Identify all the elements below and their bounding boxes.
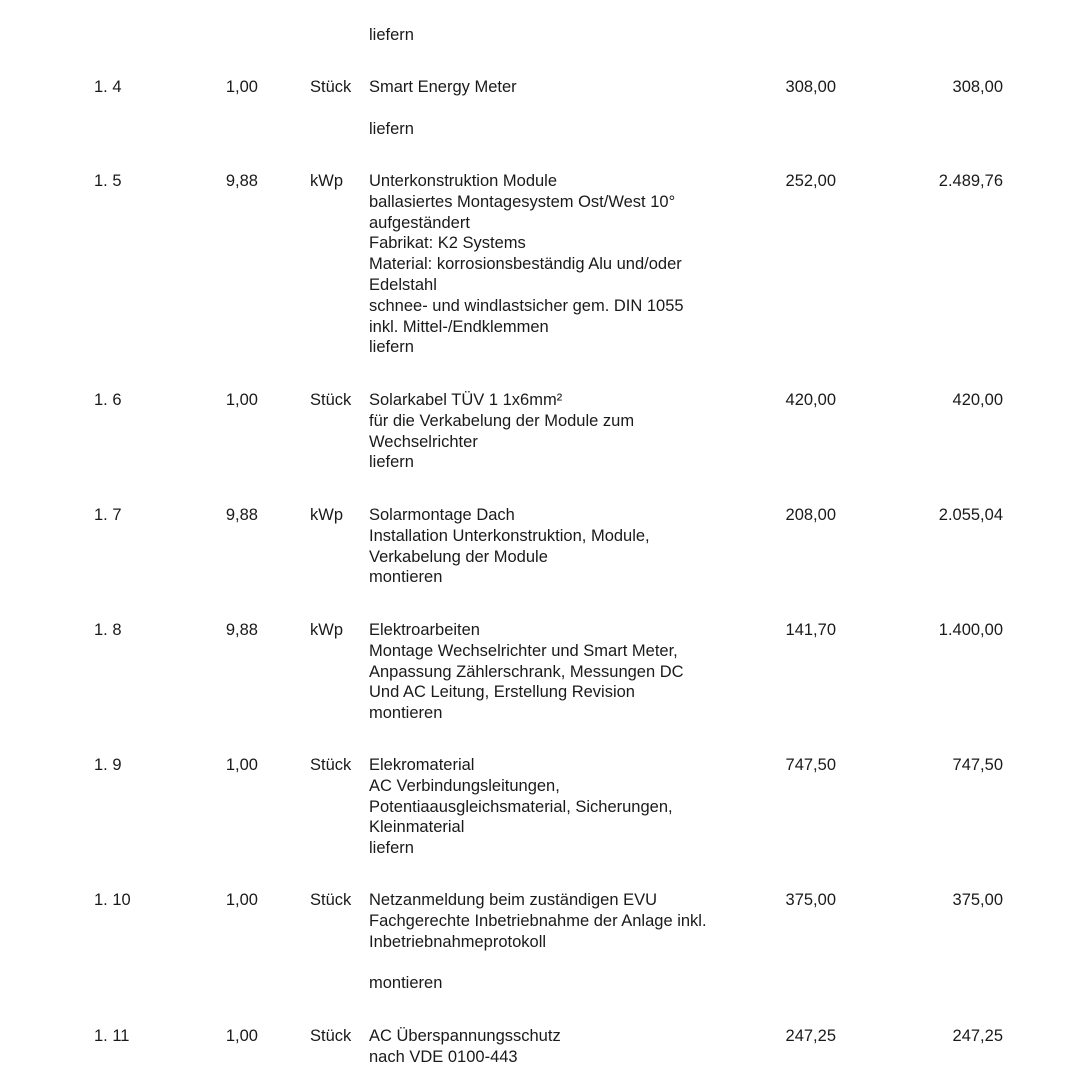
description-line: Edelstahl	[369, 275, 437, 294]
description-line: ballasiertes Montagesystem Ost/West 10°	[369, 192, 676, 211]
description-line: Fachgerechte Inbetriebnahme der Anlage inkl.	[369, 911, 707, 930]
total-price: 2.489,76	[938, 172, 1003, 190]
total-price: 2.055,04	[938, 506, 1003, 524]
quantity: 1,00	[225, 391, 258, 409]
unit: Stück	[310, 756, 352, 774]
unit-price: 747,50	[785, 756, 836, 774]
unit-price: 252,00	[785, 172, 836, 190]
description-line: Elektroarbeiten	[369, 621, 480, 639]
description-line: liefern	[369, 338, 414, 357]
quantity: 9,88	[225, 506, 258, 524]
description-line: liefern	[369, 119, 414, 138]
description-line: Anpassung Zählerschrank, Messungen DC	[369, 662, 684, 681]
description-line: inkl. Mittel-/Endklemmen	[369, 317, 549, 336]
position-number: 1. 11	[94, 1027, 130, 1045]
unit-price: 420,00	[785, 391, 836, 409]
description-line: für die Verkabelung der Module zum	[369, 411, 635, 430]
unit-price: 247,25	[785, 1027, 836, 1045]
total-price: 308,00	[952, 78, 1003, 96]
position-number: 1. 4	[94, 78, 122, 96]
description-line: liefern	[369, 839, 414, 858]
description-line: Solarkabel TÜV 1 1x6mm²	[369, 391, 563, 409]
total-price: 747,50	[952, 756, 1003, 774]
quantity: 1,00	[225, 756, 258, 774]
item-description	[369, 890, 769, 994]
unit-price: 308,00	[785, 78, 836, 96]
item-description	[369, 755, 769, 859]
description-line: schnee- und windlastsicher gem. DIN 1055	[369, 296, 684, 315]
position-number: 1. 8	[94, 621, 122, 639]
description-line: Inbetriebnahmeprotokoll	[369, 932, 547, 951]
description-line: Installation Unterkonstruktion, Module,	[369, 526, 650, 545]
item-description	[369, 505, 769, 588]
unit-price: 208,00	[785, 506, 836, 524]
total-price: 1.400,00	[938, 621, 1003, 639]
quantity: 9,88	[225, 621, 258, 639]
quantity: 1,00	[225, 891, 258, 909]
total-price: 375,00	[952, 891, 1003, 909]
description-line: nach VDE 0100-443	[369, 1047, 518, 1066]
item-description	[369, 620, 769, 724]
item-description	[369, 1026, 769, 1068]
description-line: montieren	[369, 568, 443, 587]
description-line	[369, 952, 769, 973]
quantity: 9,88	[225, 172, 258, 190]
position-number: 1. 10	[94, 891, 131, 909]
description-line: AC Überspannungsschutz	[369, 1027, 561, 1045]
unit: Stück	[310, 1027, 352, 1045]
item-description	[369, 171, 769, 358]
unit: kWp	[310, 506, 343, 524]
position-number: 1. 6	[94, 391, 122, 409]
description-line: Kleinmaterial	[369, 818, 465, 837]
total-price: 420,00	[952, 391, 1003, 409]
quantity: 1,00	[225, 1027, 258, 1045]
unit: Stück	[310, 78, 352, 96]
description-line: AC Verbindungsleitungen,	[369, 776, 560, 795]
description-line: montieren	[369, 704, 443, 723]
quantity: 1,00	[225, 78, 258, 96]
unit-price: 141,70	[785, 621, 836, 639]
description-line: Und AC Leitung, Erstellung Revision	[369, 683, 635, 702]
description-line: Verkabelung der Module	[369, 547, 548, 566]
description-line: Wechselrichter	[369, 432, 478, 451]
description-line: Material: korrosionsbeständig Alu und/oder	[369, 255, 682, 274]
description-line: Netzanmeldung beim zuständigen EVU	[369, 891, 658, 909]
unit: kWp	[310, 621, 343, 639]
position-number: 1. 5	[94, 172, 122, 190]
description-line: Montage Wechselrichter und Smart Meter,	[369, 641, 678, 660]
position-number: 1. 7	[94, 506, 122, 524]
item-description	[369, 390, 769, 473]
description-line: Potentiaausgleichsmaterial, Sicherungen,	[369, 797, 673, 816]
unit-price: 375,00	[785, 891, 836, 909]
unit: Stück	[310, 891, 352, 909]
unit: kWp	[310, 172, 343, 190]
description-line: Smart Energy Meter	[369, 78, 517, 96]
description-line: Elekromaterial	[369, 756, 475, 774]
description-line: montieren	[369, 974, 443, 993]
description-line: liefern	[369, 453, 414, 472]
continued-item-text: liefern	[369, 26, 414, 44]
total-price: 247,25	[952, 1027, 1003, 1045]
unit: Stück	[310, 391, 352, 409]
description-line	[369, 98, 769, 119]
description-line: Unterkonstruktion Module	[369, 172, 558, 190]
item-description	[369, 77, 769, 139]
position-number: 1. 9	[94, 756, 122, 774]
description-line: aufgeständert	[369, 213, 470, 232]
description-line: Solarmontage Dach	[369, 506, 515, 524]
description-line: Fabrikat: K2 Systems	[369, 234, 526, 253]
